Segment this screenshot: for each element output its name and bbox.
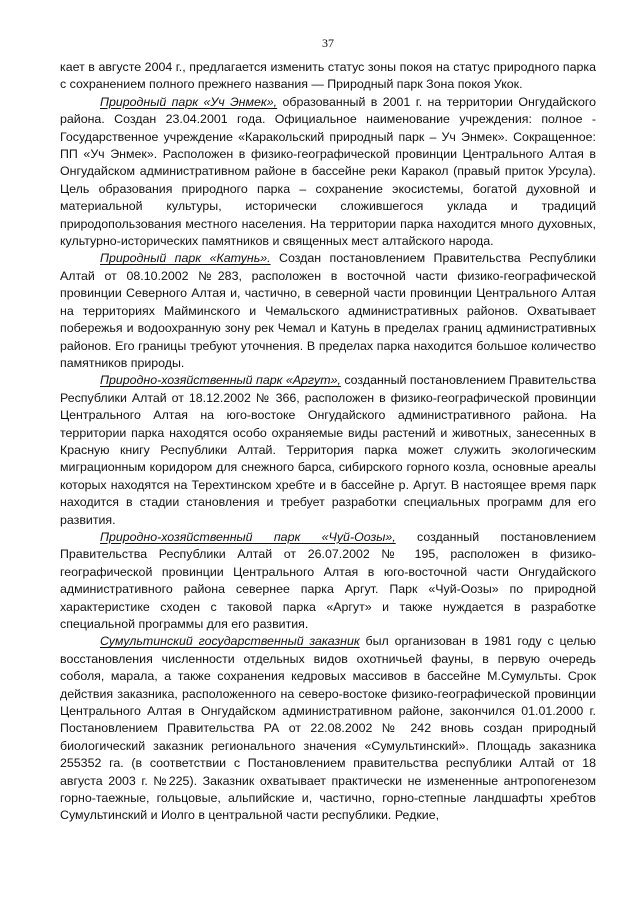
section-heading: Сумультинский государственный заказник <box>100 634 360 649</box>
paragraph-text: образованный в 2001 г. на территории Онгудайского района. Создан 23.04.2001 года. Официальное наименование учреждения: полное - Государственное учреждение «Каракольский природный парк – Уч Энмек». Сокращенное: ПП «Уч Энмек». Расположен в физико-географической провинции Центрального Алтая в Онгудайском административном районе в бассейне реки Каракол (правый приток Урсула). Цель образования природного парка – сохранение экосистемы, богатой духовной и материальной культуры, исторически сложившегося уклада и традиций природопользования местного населения. На территории парка находится много духовных, культурно-исторических памятников и священных мест алтайского народа. <box>60 94 596 249</box>
paragraph-chuy-oozy <box>60 529 596 633</box>
paragraph-text: созданный постановлением Правительства Республики Алтай от 18.12.2002 № 366, расположен в физико-географической провинции Центрального Алтая на юго-востоке Онгудайского административного района. На территории парка находятся особо охраняемые виды растений и животных, занесенных в Красную книгу Республики Алтай. Территория парка может служить экологическим миграционным коридором для снежного барса, сибирского горного козла, основные ареалы которых находятся на Терехтинском хребте и в бассейне р. Аргут. В настоящее время парк находится в стадии становления и требует разработки специальных программ для его развития. <box>60 373 597 527</box>
paragraph-sumulta <box>60 633 596 824</box>
paragraph-argut <box>60 372 596 529</box>
paragraph-uch-enmek <box>60 94 596 251</box>
section-heading: Природно-хозяйственный парк «Чуй-Оозы», <box>100 529 396 544</box>
section-heading: Природный парк «Уч Энмек», <box>100 94 278 109</box>
paragraph-katun <box>60 250 596 372</box>
paragraph-continuation <box>60 59 596 94</box>
document-page <box>60 36 596 825</box>
paragraph-text: был организован в 1981 году с целью восстановления численности отдельных видов охотничьей фауны, в первую очередь соболя, марала, а также сохранения кедровых массивов в бассейне М.Сумульты. Срок действия заказника, расположенного на северо-востоке физико-географической провинции Центрального Алтая в Онгудайском административном районе, закончился 01.01.2000 г. Постановлением Правительства РА от 22.08.2002 № 242 вновь создан природный биологический заказник регионального значения «Сумультинский». Площадь заказника 255352 га. (в соответствии с Постановлением правительства республики Алтай от 18 августа 2003 г. №225). Заказник охватывает практически не измененные антропогенезом горно-таежные, гольцовые, альпийские и, частично, горно-степные ландшафты хребтов Сумультинский и Иолго в центральной части республики. Редкие, <box>60 634 596 823</box>
section-heading: Природный парк «Катунь». <box>100 251 271 266</box>
paragraph-text: кает в августе 2004 г., предлагается изменить статус зоны покоя на статус природного парка с сохранением полного прежнего названия — Природный парк Зона покоя Укок. <box>60 60 596 92</box>
paragraph-text: созданный постановлением Правительства Республики Алтай от 26.07.2002 № 195, расположен в физико-географической провинции Центрального Алтая в юго-восточной части Онгудайского административного района севернее парка Аргут. Парк «Чуй-Оозы» по природной характеристике сходен с таковой парка «Аргут» и также нуждается в разработке специальной программы для его развития. <box>60 529 596 631</box>
paragraph-text: Создан постановлением Правительства Республики Алтай от 08.10.2002 №283, расположен в восточной части физико-географической провинции Северного Алтая и, частично, в северной части провинции Центрального Алтая на территориях Майминского и Чемальского административных районов. Охватывает побережья и водоохранную зону рек Чемал и Катунь в пределах границ административных районов. Его границы требуют уточнения. В пределах парка находится большое количество памятников природы. <box>60 251 596 370</box>
section-heading: Природно-хозяйственный парк «Аргут», <box>100 373 341 388</box>
page-number: 37 <box>322 36 334 50</box>
